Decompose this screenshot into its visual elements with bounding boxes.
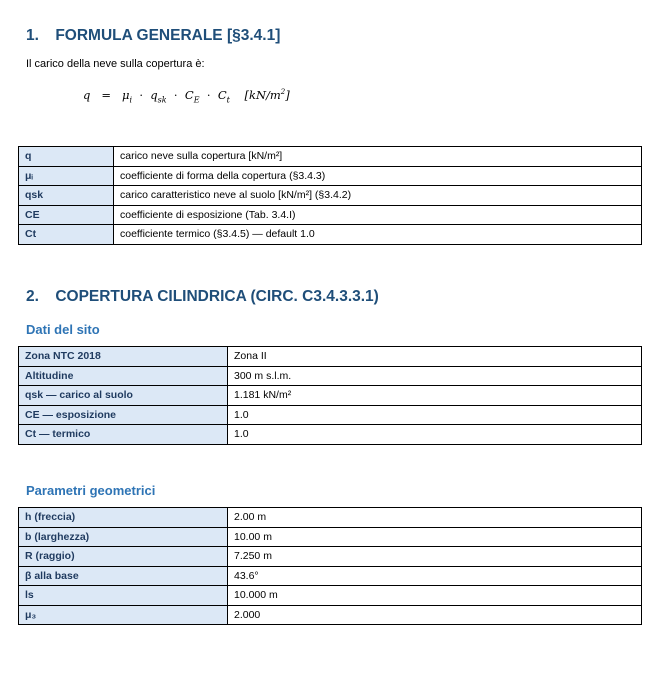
table-row	[19, 366, 642, 386]
table-row	[19, 508, 642, 528]
formula-unit-sup: 2	[280, 88, 286, 97]
table-row	[19, 225, 642, 245]
formula-unit-end: ]	[285, 88, 290, 102]
row-value: carico neve sulla copertura [kN/m²]	[114, 147, 642, 167]
formula-mu: μ	[121, 88, 130, 102]
table-row	[19, 547, 642, 567]
table-row	[19, 166, 642, 186]
geometry-table-body	[19, 508, 642, 625]
formula-qsk: q	[150, 88, 158, 102]
formula-dot-3: ·	[206, 88, 211, 102]
section-2-number: 2.	[26, 288, 39, 305]
section-2-title: COPERTURA CILINDRICA (CIRC. C3.4.3.3.1)	[55, 288, 379, 305]
table-row	[19, 425, 642, 445]
row-value: 10.000 m	[228, 586, 642, 606]
table-row	[19, 205, 642, 225]
formula-ct: C	[217, 88, 227, 102]
table-row	[19, 147, 642, 167]
formula-intro: Il carico della neve sulla copertura è:	[26, 58, 205, 70]
row-key: b (larghezza)	[19, 527, 228, 547]
table-row	[19, 586, 642, 606]
row-key: β alla base	[19, 566, 228, 586]
row-key: Altitudine	[19, 366, 228, 386]
row-value: coefficiente termico (§3.4.5) — default 1.0	[114, 225, 642, 245]
row-key: R (raggio)	[19, 547, 228, 567]
row-key: CE — esposizione	[19, 405, 228, 425]
formula-unit: [kN/m	[244, 88, 281, 102]
section-1-heading	[26, 27, 280, 45]
row-value: coefficiente di esposizione (Tab. 3.4.I)	[114, 205, 642, 225]
row-value: 1.0	[228, 425, 642, 445]
row-key: Zona NTC 2018	[19, 347, 228, 367]
row-value: 2.000	[228, 605, 642, 625]
row-value: 10.00 m	[228, 527, 642, 547]
formula-ct-sub: t	[226, 95, 230, 105]
row-key: q	[19, 147, 114, 167]
row-key: ls	[19, 586, 228, 606]
row-value: carico caratteristico neve al suolo [kN/m²] (§3.4.2)	[114, 186, 642, 206]
row-key: Ct — termico	[19, 425, 228, 445]
row-value: 43.6°	[228, 566, 642, 586]
site-data-table	[18, 346, 642, 445]
row-key: CE	[19, 205, 114, 225]
formula-dot-2: ·	[173, 88, 178, 102]
section-1-number: 1.	[26, 27, 39, 44]
table-row	[19, 186, 642, 206]
table-row	[19, 386, 642, 406]
row-value: Zona II	[228, 347, 642, 367]
row-value: 7.250 m	[228, 547, 642, 567]
site-data-table-body	[19, 347, 642, 445]
row-key: μ₃	[19, 605, 228, 625]
row-key: h (freccia)	[19, 508, 228, 528]
row-value: coefficiente di forma della copertura (§3.4.3)	[114, 166, 642, 186]
geometry-table	[18, 507, 642, 625]
table-row	[19, 566, 642, 586]
snow-load-formula	[83, 88, 290, 104]
geometry-heading: Parametri geometrici	[26, 483, 156, 498]
formula-qsk-sub: sk	[157, 95, 167, 105]
table-row	[19, 405, 642, 425]
row-key: qsk	[19, 186, 114, 206]
formula-q: q	[83, 88, 91, 102]
formula-mu-sub: i	[129, 95, 132, 105]
row-value: 2.00 m	[228, 508, 642, 528]
row-key: μᵢ	[19, 166, 114, 186]
section-2-heading	[26, 288, 379, 306]
row-key: Ct	[19, 225, 114, 245]
formula-ce-sub: E	[193, 95, 200, 105]
section-1-title: FORMULA GENERALE [§3.4.1]	[55, 27, 281, 44]
row-value: 1.181 kN/m²	[228, 386, 642, 406]
row-value: 300 m s.l.m.	[228, 366, 642, 386]
row-value: 1.0	[228, 405, 642, 425]
row-key: qsk — carico al suolo	[19, 386, 228, 406]
formula-dot-1: ·	[139, 88, 143, 102]
table-row	[19, 605, 642, 625]
table-row	[19, 347, 642, 367]
site-data-heading: Dati del sito	[26, 322, 100, 337]
symbols-table	[18, 146, 642, 245]
formula-ce: C	[184, 88, 194, 102]
formula-equals: =	[101, 88, 111, 102]
symbols-table-body	[19, 147, 642, 245]
table-row	[19, 527, 642, 547]
